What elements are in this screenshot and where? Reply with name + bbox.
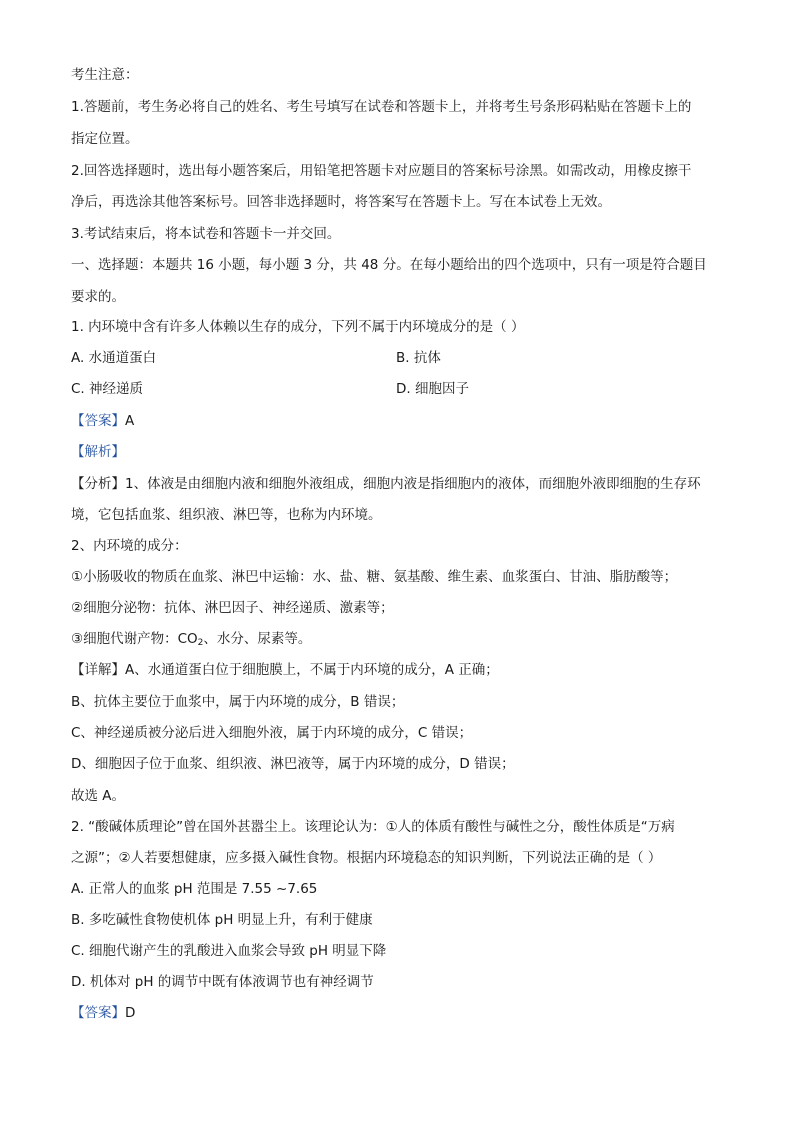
- question-2-option-d: D. 机体对 pH 的调节中既有体液调节也有神经调节: [71, 974, 374, 990]
- detail-tag: 【详解】: [71, 662, 125, 678]
- question-2-option-c: C. 细胞代谢产生的乳酸进入血浆会导致 pH 明显下降: [71, 943, 387, 959]
- fenxi-text: 1、体液是由细胞内液和细胞外液组成，细胞内液是指细胞内的液体，而细胞外液即细胞的生存环: [125, 476, 701, 492]
- answer-value: D: [125, 1005, 136, 1021]
- notice-title: 考生注意：: [71, 67, 139, 83]
- question-2-answer: [71, 1004, 135, 1022]
- question-2-stem-line-2: 之源”；②人若要想健康，应多摄入碱性食物。根据内环境稳态的知识判断，下列说法正确的是（ ）: [71, 850, 662, 866]
- question-1-option-c: C. 神经递质: [71, 381, 144, 397]
- notice-item-2-line-1: 2.回答选择题时，选出每小题答案后，用铅笔把答题卡对应题目的答案标号涂黑。如需改动，用橡皮擦干: [71, 163, 692, 179]
- section-heading-line-1: 一、选择题：本题共 16 小题，每小题 3 分，共 48 分。在每小题给出的四个选项中，只有一项是符合题目: [71, 257, 707, 273]
- fenxi-tag: 【分析】: [71, 476, 125, 492]
- question-1-option-a: A. 水通道蛋白: [71, 350, 157, 366]
- components-title: 2、内环境的成分：: [71, 538, 188, 554]
- component-3: ③细胞代谢产物：$CO_2$、水分、尿素等。: [71, 631, 312, 648]
- answer-tag: 【答案】: [71, 1005, 125, 1021]
- section-heading-line-2: 要求的。: [71, 289, 125, 305]
- question-1-fenxi-line-1: [71, 475, 701, 493]
- answer-value: A: [125, 413, 135, 429]
- question-2-option-b: B. 多吃碱性食物使机体 pH 明显上升，有利于健康: [71, 912, 373, 928]
- question-1-detail-d: D、细胞因子位于血浆、组织液、淋巴液等，属于内环境的成分，D 错误；: [71, 756, 515, 772]
- question-1-option-b: B. 抗体: [396, 350, 441, 366]
- question-2-stem-line-1: 2. “酸碱体质理论”曾在国外甚嚣尘上。该理论认为：①人的体质有酸性与碱性之分，酸性体质是“万病: [71, 819, 675, 835]
- notice-item-3: 3.考试结束后，将本试卷和答题卡一并交回。: [71, 226, 341, 242]
- question-2-option-a: A. 正常人的血浆 pH 范围是 7.55 ~7.65: [71, 881, 318, 897]
- question-1-option-d: D. 细胞因子: [396, 381, 469, 397]
- notice-item-2-line-2: 净后，再选涂其他答案标号。回答非选择题时，将答案写在答题卡上。写在本试卷上无效。: [71, 194, 611, 210]
- question-1-detail-c: C、神经递质被分泌后进入细胞外液，属于内环境的成分，C 错误；: [71, 725, 473, 741]
- notice-item-1-line-2: 指定位置。: [71, 131, 139, 147]
- notice-item-1-line-1: 1.答题前，考生务必将自己的姓名、考生号填写在试卷和答题卡上，并将考生号条形码粘贴在答题卡上的: [71, 99, 692, 115]
- question-1-answer: [71, 412, 134, 430]
- question-1-analysis-tag: [71, 443, 125, 461]
- question-1-stem: 1. 内环境中含有许多人体赖以生存的成分，下列不属于内环境成分的是（ ）: [71, 319, 525, 335]
- question-1-detail-b: B、抗体主要位于血浆中，属于内环境的成分，B 错误；: [71, 694, 405, 710]
- question-1-detail-a: 【详解】A、水通道蛋白位于细胞膜上，不属于内环境的成分，A 正确；: [71, 662, 499, 678]
- component-2: ②细胞分泌物：抗体、淋巴因子、神经递质、激素等；: [71, 600, 394, 616]
- analysis-tag: 【解析】: [71, 444, 125, 460]
- question-1-fenxi-line-2: 境，它包括血浆、组织液、淋巴等，也称为内环境。: [71, 507, 382, 523]
- component-1: ①小肠吸收的物质在血浆、淋巴中运输：水、盐、糖、氨基酸、维生素、血浆蛋白、甘油、脂肪酸等；: [71, 569, 678, 585]
- answer-tag: 【答案】: [71, 413, 125, 429]
- question-1-conclusion: 故选 A。: [71, 788, 126, 804]
